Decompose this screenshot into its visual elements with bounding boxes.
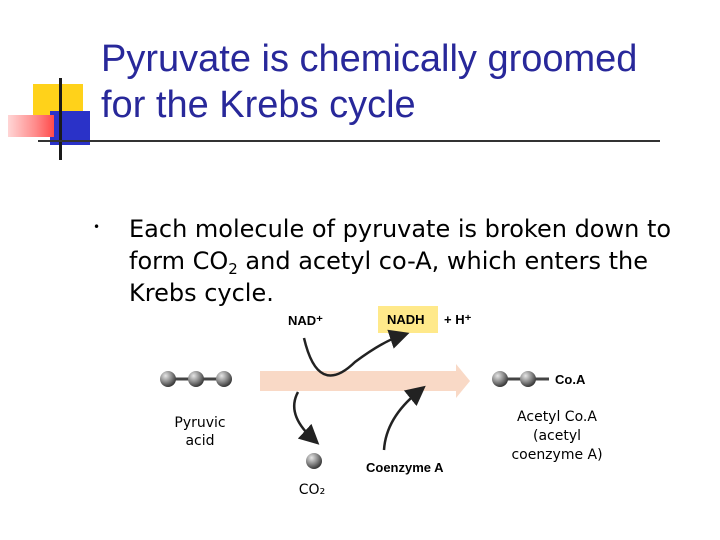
nad-to-nadh-arrow [304, 336, 400, 376]
bullet-marker: • [93, 220, 101, 234]
process-arrow-head [456, 364, 470, 398]
co2-label: CO₂ [298, 482, 326, 498]
bullet-line-3: Krebs cycle. [129, 279, 274, 307]
coa-label: Co.A [555, 372, 586, 387]
nad-plus-label: NAD⁺ [288, 313, 324, 328]
acetyl-coa-label-2: (acetyl [532, 428, 582, 444]
acetyl-coa-molecule [492, 371, 549, 387]
bullet-line-2-end: and acetyl co-A, which enters the [237, 247, 648, 275]
plus-h-label: + H⁺ [444, 312, 472, 327]
bullet-line-2-start: form CO [129, 247, 229, 275]
acetyl-coa-label-3: coenzyme A) [511, 447, 603, 463]
pyruvic-acid-label-2: acid [185, 433, 215, 449]
co2-release-arrow [294, 392, 312, 438]
nadh-label: NADH [387, 312, 425, 327]
title-line-2: for the Krebs cycle [101, 84, 416, 126]
bullet-line-1: Each molecule of pyruvate is broken down to [129, 215, 672, 243]
acetyl-coa-label-1: Acetyl Co.A [517, 409, 597, 425]
pyruvic-acid-molecule [160, 371, 232, 387]
coenzyme-a-label: Coenzyme A [366, 460, 444, 475]
coenzyme-a-arrow [384, 392, 418, 450]
title-line-1: Pyruvate is chemically groomed [101, 38, 638, 80]
co2-subscript: 2 [228, 260, 238, 278]
co2-molecule [306, 453, 322, 469]
process-arrow-body [260, 371, 456, 391]
pyruvic-acid-label-1: Pyruvic [174, 415, 226, 431]
